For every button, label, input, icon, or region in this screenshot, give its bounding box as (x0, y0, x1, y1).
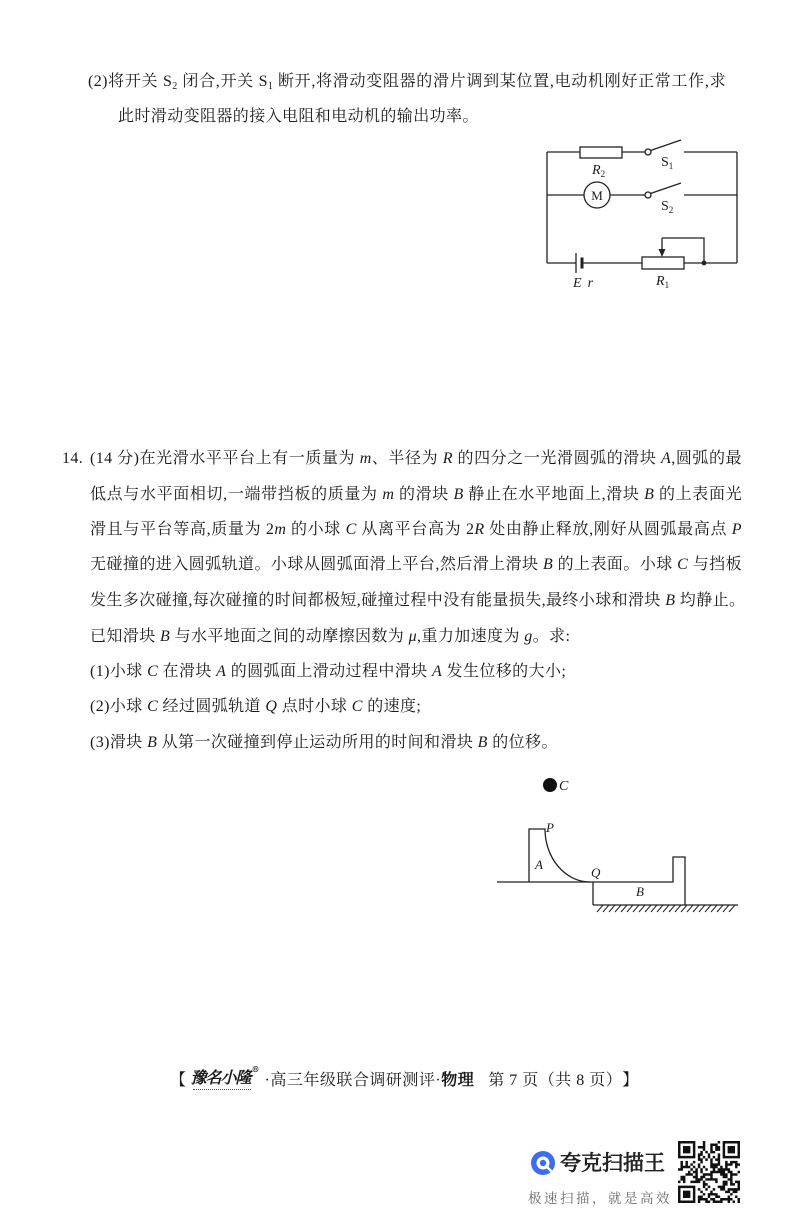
q14-line-4 (90, 555, 742, 575)
q14-line-2 (90, 485, 742, 505)
label-s2 (661, 199, 673, 215)
q14-text: 在滑块 (158, 663, 217, 680)
q14-text: 、半径为 (371, 450, 443, 467)
q14-text: 静止在水平地面上,滑块 (463, 486, 645, 503)
var-a: A (661, 450, 672, 467)
q14-text: (3)滑块 (90, 734, 148, 751)
label-s1-sub: 1 (668, 161, 674, 171)
logo-tagline-decoration (193, 1089, 251, 1092)
q14-text: 的速度; (362, 698, 422, 715)
q14-text: 低点与水平面相切,一端带挡板的质量为 (90, 486, 383, 503)
var-b: B (665, 592, 676, 609)
subscript: 1 (267, 81, 274, 92)
q14-text: 从离平台高为 2 (356, 521, 475, 538)
label-r2-letter: R (592, 163, 601, 178)
label-r1-letter: R (656, 274, 665, 289)
q14-subquestion-3 (90, 733, 558, 753)
motor-symbol (584, 182, 610, 208)
ball-c (543, 778, 557, 792)
q13-part2-line-2: 此时滑动变阻器的接入电阻和电动机的输出功率。 (118, 108, 479, 125)
q14-text: 的滑块 (394, 486, 454, 503)
q14-text: ,重力加速度为 (417, 628, 525, 645)
q14-line-5 (90, 591, 746, 611)
var-b: B (453, 486, 464, 503)
ground-hatching (597, 905, 735, 912)
label-s1-letter: S (661, 155, 669, 170)
footer-close-bracket: 】 (622, 1071, 639, 1089)
scanner-brand: 夸克扫描王 (560, 1151, 665, 1175)
switch-s2-blade (651, 183, 682, 194)
var-g: g (524, 628, 533, 645)
arc-block-a (529, 829, 590, 882)
qr-code (678, 1141, 740, 1203)
label-r2-sub: 2 (600, 169, 606, 179)
q14-text: 的圆弧面上滑动过程中滑块 (226, 663, 432, 680)
var-b: B (160, 628, 171, 645)
q14-line-3 (90, 520, 742, 540)
var-a: A (431, 663, 443, 680)
label-s2-sub: 2 (668, 205, 674, 215)
var-a: A (216, 663, 227, 680)
circuit-wires (547, 152, 737, 263)
q14-text: 与水平地面之间的动摩擦因数为 (170, 628, 409, 645)
q14-text: 与挡板 (688, 556, 742, 573)
q13-text: 断开,将滑动变阻器的滑片调到某位置,电动机刚好正常工作,求 (273, 73, 726, 90)
footer-series: ·高三年级联合调研测评· (264, 1071, 442, 1089)
scanner-slogan: 极速扫描，就是高效 (528, 1191, 672, 1207)
q14-text: 的上表面光 (654, 486, 743, 503)
q14-text: 滑且与平台等高,质量为 2 (90, 521, 275, 538)
registered-mark: ® (251, 1063, 259, 1074)
var-m: m (382, 486, 395, 503)
q14-text: 无碰撞的进入圆弧轨道。小球从圆弧面滑上平台,然后滑上滑块 (90, 556, 543, 573)
quark-logo-icon (530, 1150, 556, 1176)
q14-text: 的位移。 (487, 734, 558, 751)
q14-text: ,圆弧的最 (671, 450, 742, 467)
label-source (572, 276, 594, 291)
q14-text: 经过圆弧轨道 (158, 698, 266, 715)
rheostat-r1 (642, 257, 684, 269)
q14-text: 的小球 (286, 521, 346, 538)
subscript: 2 (172, 81, 178, 92)
label-block-a: A (535, 857, 543, 872)
switch-s2-terminal (645, 192, 651, 198)
q14-text: 从第一次碰撞到停止运动所用的时间和滑块 (157, 734, 478, 751)
var-m: m (359, 450, 372, 467)
publisher-logo (191, 1065, 259, 1092)
slider-arrowhead (659, 249, 666, 257)
var-m: m (274, 521, 287, 538)
var-r: R (474, 521, 485, 538)
q14-text: 的上表面。小球 (553, 556, 678, 573)
q14-text: 发生位移的大小; (442, 663, 567, 680)
q14-subquestion-2 (90, 697, 421, 717)
label-point-q: Q (591, 865, 601, 880)
q14-text: 点时小球 (277, 698, 352, 715)
q13-text: (2)将开关 S (88, 73, 173, 90)
var-mu: μ (408, 628, 418, 645)
q14-text: 的四分之一光滑圆弧的滑块 (452, 450, 662, 467)
q14-text: 已知滑块 (90, 628, 161, 645)
q14-text: (14 分)在光滑水平平台上有一质量为 (90, 450, 360, 467)
q14-text: 处由静止释放,刚好从圆弧最高点 (484, 521, 732, 538)
var-b: B (147, 734, 158, 751)
var-c: C (147, 663, 159, 680)
footer-open-bracket: 【 (170, 1071, 187, 1089)
q14-line-6 (90, 627, 570, 647)
var-c: C (345, 521, 357, 538)
q14-text: (2)小球 (90, 698, 148, 715)
q14-text: 发生多次碰撞,每次碰撞的时间都极短,碰撞过程中没有能量损失,最终小球和滑块 (90, 592, 666, 609)
switch-s1-terminal (645, 149, 651, 155)
q14-line-1 (90, 449, 742, 469)
q14-text: (1)小球 (90, 663, 148, 680)
footer-page-number: 第 7 页（共 8 页） (488, 1071, 623, 1089)
var-b: B (644, 486, 655, 503)
label-s1 (661, 155, 673, 171)
q14-subquestion-1 (90, 662, 566, 682)
var-c: C (147, 698, 159, 715)
var-p: P (731, 521, 742, 538)
label-internal-resistance: r (587, 276, 594, 291)
q13-part2-line-1 (88, 72, 726, 92)
q14-text: 。求: (532, 628, 571, 645)
label-point-p: P (546, 820, 554, 835)
q14-number: 14. (62, 450, 84, 467)
page-footer (170, 1063, 639, 1090)
var-c: C (677, 556, 689, 573)
label-r2 (591, 163, 605, 179)
label-motor: M (591, 188, 603, 203)
label-block-b: B (636, 884, 644, 899)
junction-dot (702, 261, 707, 266)
var-b: B (542, 556, 554, 573)
label-emf: E (573, 276, 582, 291)
var-c: C (351, 698, 363, 715)
mechanics-diagram (497, 778, 738, 912)
var-q: Q (265, 698, 278, 715)
var-r: R (442, 450, 453, 467)
switch-s1-blade (651, 140, 682, 151)
q13-text: 闭合,开关 S (177, 73, 268, 90)
q14-text: 均静止。 (675, 592, 746, 609)
label-s2-letter: S (661, 199, 669, 214)
label-r1 (655, 274, 669, 290)
circuit-diagram (547, 140, 737, 273)
publisher-logo-text: 豫名小隆 (190, 1067, 251, 1087)
label-r1-sub: 1 (664, 280, 670, 290)
block-b-with-baffle (593, 857, 685, 905)
resistor-r2 (580, 147, 622, 158)
footer-subject: 物理 (441, 1071, 475, 1089)
label-ball-c: C (559, 779, 569, 794)
var-b: B (477, 734, 488, 751)
